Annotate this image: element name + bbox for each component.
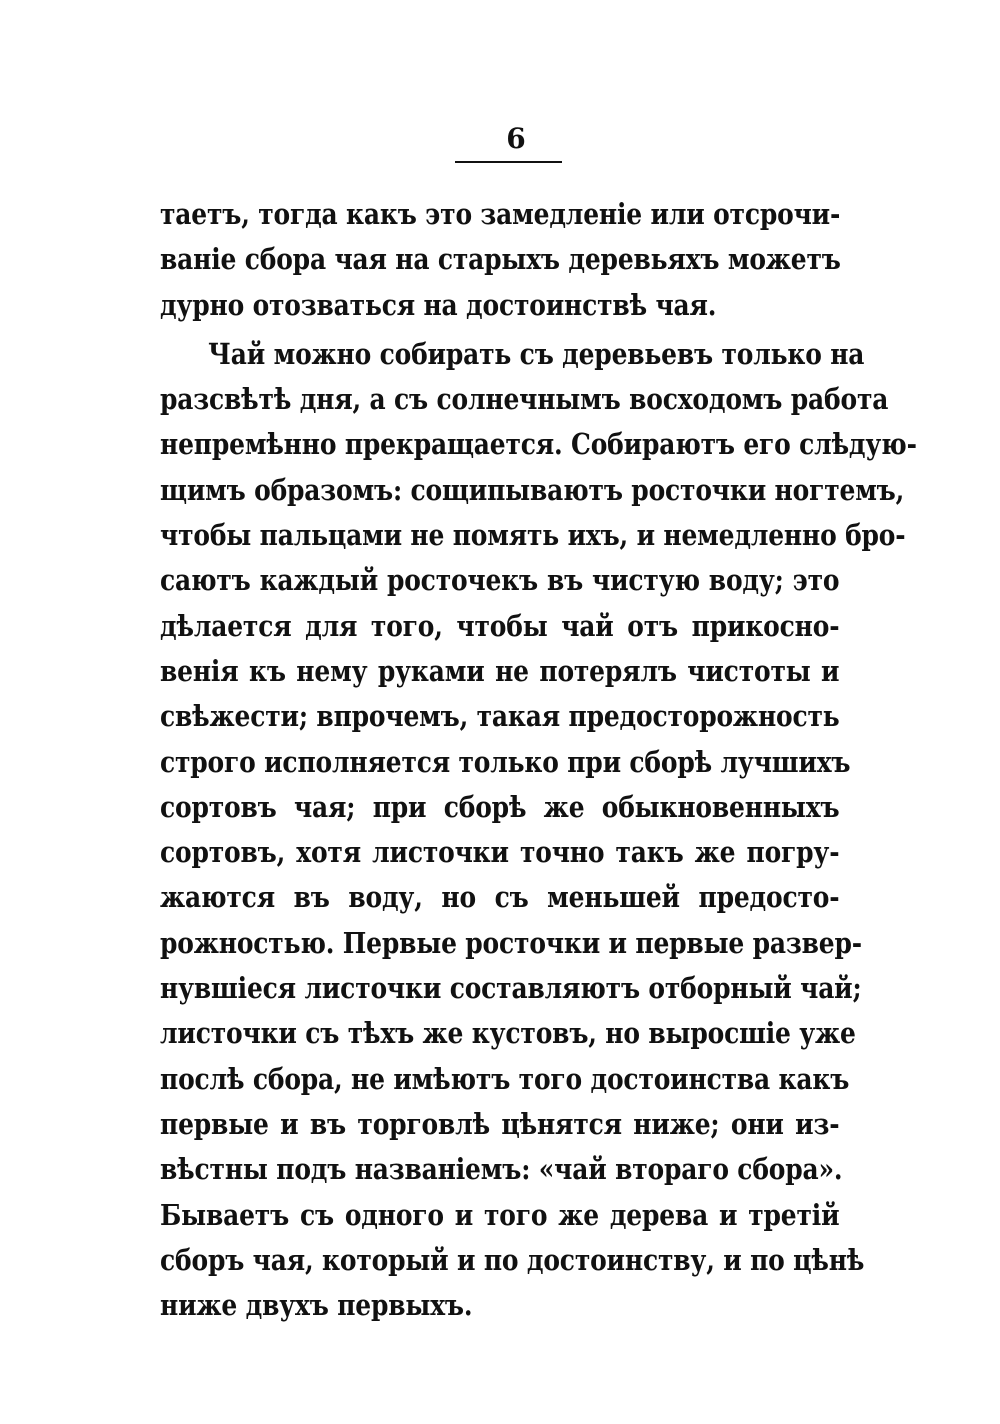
paragraph-1 xyxy=(160,192,840,328)
text-line: ниже двухъ первыхъ. xyxy=(160,1288,473,1323)
text-line: Бываетъ съ одного и того же дерева и третій xyxy=(160,1197,840,1232)
text-line: строго исполняется только при сборѣ лучшихъ xyxy=(160,744,851,779)
text-line: разсвѣтѣ дня, а съ солнечнымъ восходомъ работа xyxy=(160,382,889,417)
text-line: венія къ нему руками не потерялъ чистоты и xyxy=(160,653,840,688)
text-line: послѣ сбора, не имѣютъ того достоинства какъ xyxy=(160,1061,850,1096)
text-line: сортовъ, хотя листочки точно такъ же погру- xyxy=(160,835,840,870)
text-line: листочки съ тѣхъ же кустовъ, но выросшіе уже xyxy=(160,1016,856,1051)
text-line: Чай можно собирать съ деревьевъ только на xyxy=(208,336,865,371)
text-line: дѣлается для того, чтобы чай отъ прикосно- xyxy=(160,608,840,643)
text-line: вѣстны подъ названіемъ: «чай втораго сбора». xyxy=(160,1152,843,1187)
text-line: сборъ чая, который и по достоинству, и по цѣнѣ xyxy=(160,1242,865,1277)
text-line: первые и въ торговлѣ цѣнятся ниже; они из- xyxy=(160,1106,840,1141)
text-line: непремѣнно прекращается. Собираютъ его слѣдую- xyxy=(160,427,917,462)
text-line: рожностью. Первые росточки и первые развер- xyxy=(160,925,862,960)
text-line: свѣжести; впрочемъ, такая предосторожность xyxy=(160,699,840,734)
text-line: нувшіеся листочки составляютъ отборный чай; xyxy=(160,971,862,1006)
header-rule xyxy=(455,161,562,163)
paragraph-2 xyxy=(160,332,917,1329)
text-line: дурно отозваться на достоинствѣ чая. xyxy=(160,287,717,322)
page-number: 6 xyxy=(506,122,526,155)
text-line: саютъ каждый росточекъ въ чистую воду; это xyxy=(160,563,840,598)
body-text xyxy=(160,192,917,1328)
text-line: чтобы пальцами не помять ихъ, и немедленно бро- xyxy=(160,518,906,553)
text-line: таетъ, тогда какъ это замедленіе или отсрочи- xyxy=(160,197,841,231)
text-line: жаются въ воду, но съ меньшей предосто- xyxy=(160,880,840,915)
text-line: сортовъ чая; при сборѣ же обыкновенныхъ xyxy=(160,789,840,824)
text-line: ваніе сбора чая на старыхъ деревьяхъ можетъ xyxy=(160,242,841,277)
text-line: щимъ образомъ: сощипываютъ росточки ногтемъ, xyxy=(160,472,905,507)
